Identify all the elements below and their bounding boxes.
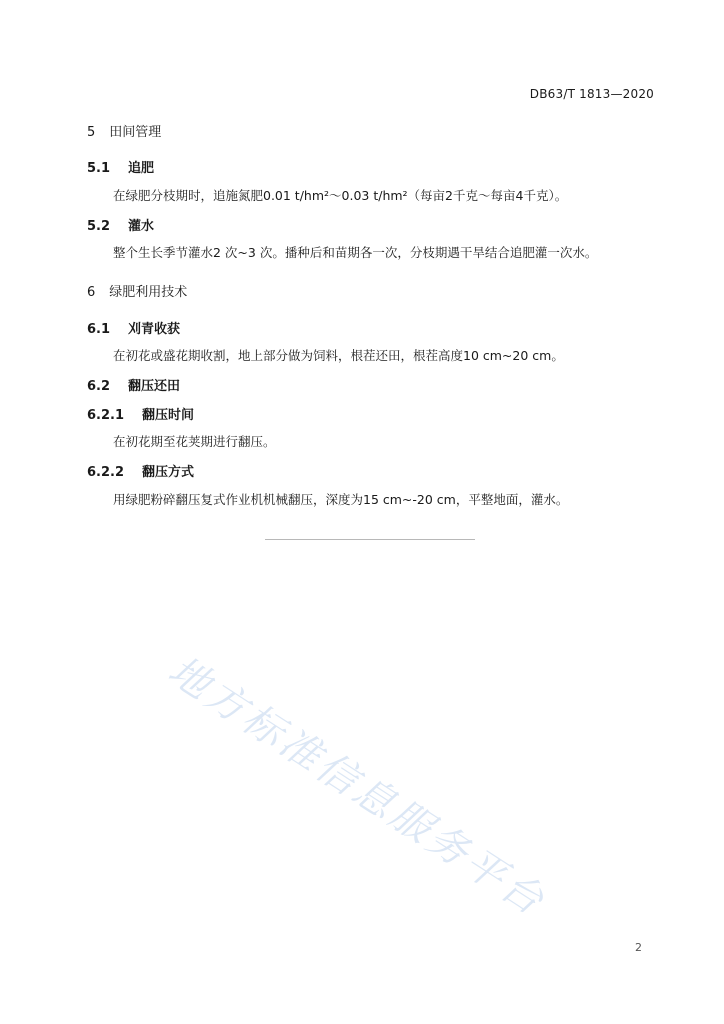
section-title: 翻压方式	[142, 465, 195, 480]
section-title: 追肥	[128, 161, 155, 176]
section-5-1-text: 在绿肥分枝期时，追施氮肥0.01 t/hm²～0.03 t/hm²（每亩2千克～每亩4千克）。	[113, 188, 568, 203]
watermark: 地方标准信息服务平台	[160, 647, 555, 926]
section-title: 翻压还田	[128, 379, 181, 394]
section-number: 6.1	[87, 322, 111, 337]
section-title: 灌水	[128, 219, 155, 234]
section-title: 翻压时间	[142, 408, 195, 423]
page-number: 2	[635, 941, 642, 954]
document-id-header: DB63/T 1813—2020	[529, 87, 654, 101]
section-number: 6.2.1	[87, 408, 125, 423]
section-6-2-1-heading	[87, 404, 194, 423]
section-6-2-2-text: 用绿肥粉碎翻压复式作业机机械翻压，深度为15 cm~-20 cm，平整地面，灌水。	[113, 492, 569, 507]
section-number: 5.2	[87, 219, 111, 234]
section-5-2-heading	[87, 215, 154, 234]
section-number: 5	[87, 125, 96, 140]
section-number: 6	[87, 285, 96, 300]
section-title: 刈青收获	[128, 322, 181, 337]
section-6-2-heading	[87, 375, 180, 394]
section-6-1-heading	[87, 318, 180, 337]
section-6-1-text: 在初花或盛花期收割，地上部分做为饲料，根茬还田，根茬高度10 cm~20 cm。	[113, 348, 564, 363]
section-6-2-1-text: 在初花期至花荚期进行翻压。	[113, 434, 276, 449]
end-divider	[265, 539, 475, 540]
section-5-2-text: 整个生长季节灌水2 次~3 次。播种后和苗期各一次，分枝期遇干旱结合追肥灌一次水。	[113, 245, 598, 260]
section-title: 田间管理	[109, 125, 162, 140]
section-5-1-heading	[87, 157, 154, 176]
section-6-2-2-heading	[87, 461, 194, 480]
section-number: 5.1	[87, 161, 111, 176]
section-title: 绿肥利用技术	[109, 285, 188, 300]
section-number: 6.2	[87, 379, 111, 394]
section-5-heading	[87, 121, 161, 140]
section-number: 6.2.2	[87, 465, 125, 480]
section-6-heading	[87, 281, 187, 300]
